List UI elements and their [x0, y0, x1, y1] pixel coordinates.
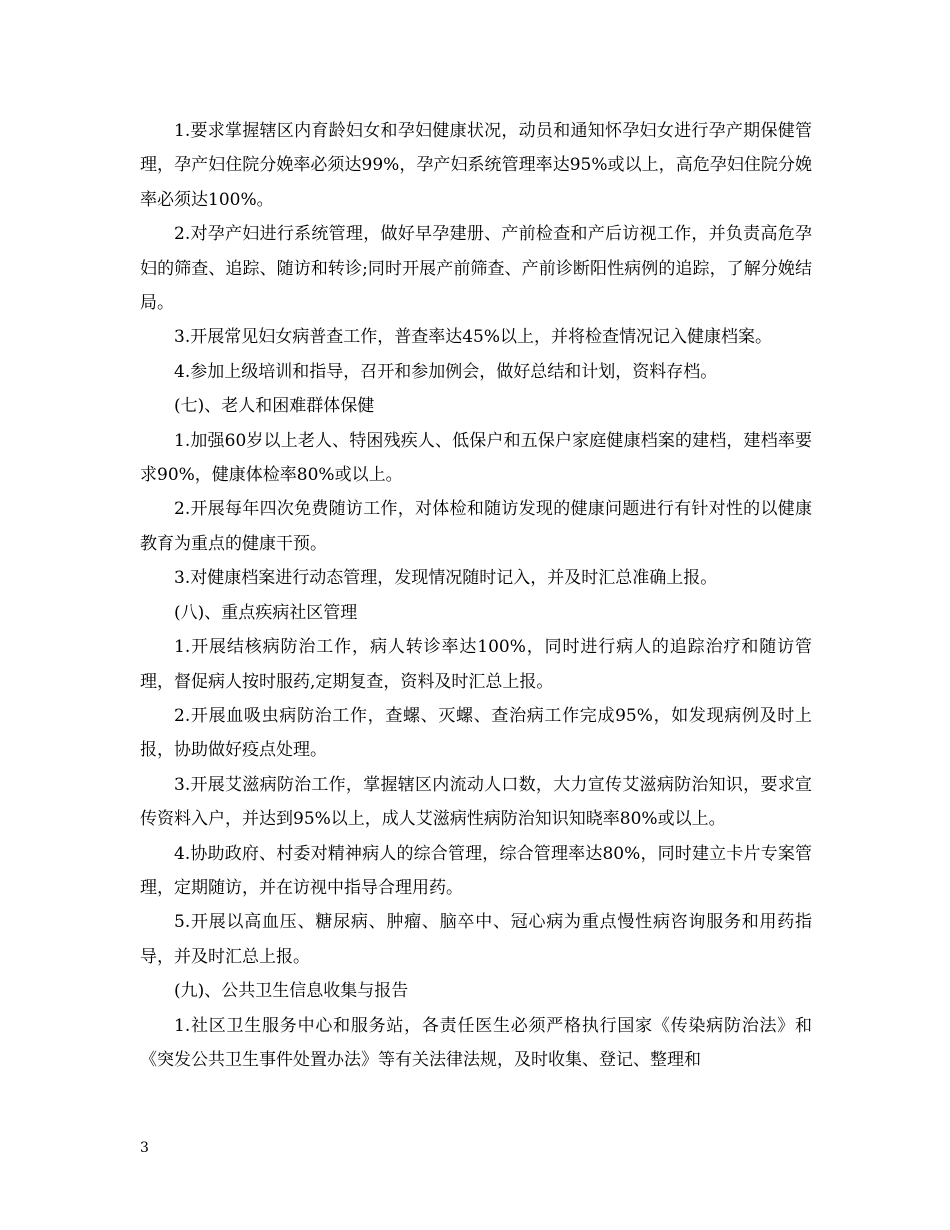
paragraph-10: 1.开展结核病防治工作，病人转诊率达100%，同时进行病人的追踪治疗和随访管理，督促病人按时服药,定期复查，资料及时汇总上报。 — [140, 637, 812, 692]
paragraph-6: 1.加强60岁以上老人、特困残疾人、低保户和五保户家庭健康档案的建档，建档率要求90%，健康体检率80%或以上。 — [140, 430, 812, 486]
paragraph-7: 2.开展每年四次免费随访工作，对体检和随访发现的健康问题进行有针对性的以健康教育为重点的健康干预。 — [140, 499, 812, 554]
section-heading-7: (七)、老人和困难群体保健 — [174, 396, 375, 417]
paragraph-3: 3.开展常见妇女病普查工作，普查率达45%以上，并将检查情况记入健康档案。 — [174, 327, 773, 348]
paragraph-12: 3.开展艾滋病防治工作，掌握辖区内流动人口数，大力宣传艾滋病防治知识，要求宣传资料入户，并达到95%以上，成人艾滋病性病防治知识知晓率80%或以上。 — [140, 774, 812, 830]
paragraph-4: 4.参加上级培训和指导，召开和参加例会，做好总结和计划，资料存档。 — [174, 361, 718, 382]
paragraph-14: 5.开展以高血压、糖尿病、肿瘤、脑卒中、冠心病为重点慢性病咨询服务和用药指导，并及时汇总上报。 — [140, 912, 812, 967]
section-heading-9: (九)、公共卫生信息收集与报告 — [174, 981, 409, 1002]
paragraph-8: 3.对健康档案进行动态管理，发现情况随时记入，并及时汇总准确上报。 — [174, 568, 718, 589]
paragraph-16: 1.社区卫生服务中心和服务站，各责任医生必须严格执行国家《传染病防治法》和《突发公共卫生事件处置办法》等有关法律法规，及时收集、登记、整理和 — [140, 1015, 812, 1070]
document-body — [140, 114, 812, 1077]
paragraph-13: 4.协助政府、村委对精神病人的综合管理，综合管理率达80%，同时建立卡片专案管理，定期随访，并在访视中指导合理用药。 — [140, 843, 812, 898]
paragraph-2: 2.对孕产妇进行系统管理，做好早孕建册、产前检查和产后访视工作，并负责高危孕妇的筛查、追踪、随访和转诊;同时开展产前筛查、产前诊断阳性病例的追踪，了解分娩结局。 — [140, 224, 812, 314]
section-heading-8: (八)、重点疾病社区管理 — [174, 602, 358, 623]
page-number: 3 — [140, 1140, 149, 1156]
paragraph-1: 1.要求掌握辖区内育龄妇女和孕妇健康状况，动员和通知怀孕妇女进行孕产期保健管理，孕产妇住院分娩率必须达99%，孕产妇系统管理率达95%或以上，高危孕妇住院分娩率必须达100%。 — [140, 121, 812, 210]
paragraph-11: 2.开展血吸虫病防治工作，查螺、灭螺、查治病工作完成95%，如发现病例及时上报，协助做好疫点处理。 — [140, 705, 812, 761]
